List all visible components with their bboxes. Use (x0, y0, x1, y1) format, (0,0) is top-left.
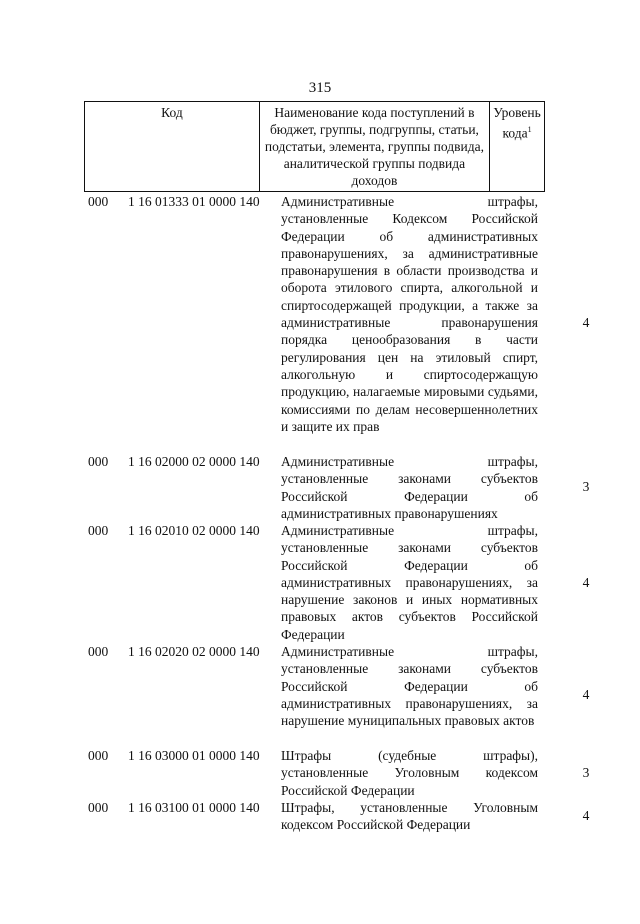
table-body (84, 193, 590, 834)
page-number: 315 (308, 80, 332, 96)
row-code: 1 16 02010 02 0000 140 (128, 523, 260, 538)
row-code: 1 16 02000 02 0000 140 (128, 454, 260, 469)
table-header (84, 101, 545, 192)
row-prefix: 000 (88, 194, 109, 209)
header-level-cell (490, 102, 545, 192)
row-name: Административные штрафы, установленные законами субъектов Российской Федерации об административных правонарушениях, за нарушение законов и иных нормативных правовых актов субъектов Российской Федерации (281, 523, 538, 642)
row-level: 3 (582, 479, 590, 494)
table-row (84, 193, 590, 453)
table-row (84, 747, 590, 799)
row-code: 1 16 03000 01 0000 140 (128, 748, 260, 763)
row-level: 4 (582, 808, 590, 823)
row-level: 4 (582, 315, 590, 330)
table-row (84, 522, 590, 643)
row-code: 1 16 03100 01 0000 140 (128, 800, 260, 815)
row-level: 3 (582, 765, 590, 780)
row-level: 4 (582, 575, 590, 590)
row-prefix: 000 (88, 800, 109, 815)
row-prefix: 000 (88, 644, 109, 659)
row-prefix: 000 (88, 523, 109, 538)
row-prefix: 000 (88, 748, 109, 763)
row-level: 4 (582, 687, 590, 702)
header-name: Наименование кода поступлений в бюджет, группы, подгруппы, статьи, подстатьи, элемента, группы подвида, аналитической группы подвида доходов (259, 102, 489, 192)
header-level: Уровень кода (493, 105, 541, 141)
row-name: Административные штрафы, установленные законами субъектов Российской Федерации об административных правонарушениях (281, 454, 538, 521)
row-prefix: 000 (88, 454, 109, 469)
row-name: Административные штрафы, установленные Кодексом Российской Федерации об административных правонарушениях, за административные правонарушения в области производства и оборота этилового спирта, алкогольной и спиртосодержащей продукции, а также за административные правонарушения порядка ценообразования в части регулирования цен на этиловый спирт, алкогольную и спиртосодержащую продукцию, налагаемые мировыми судьями, комиссиями по делам несовершеннолетних и защите их прав (281, 194, 538, 434)
row-name: Штрафы (судебные штрафы), установленные Уголовным кодексом Российской Федерации (281, 748, 538, 798)
header-code: Код (85, 102, 260, 192)
row-name: Штрафы, установленные Уголовным кодексом Российской Федерации (281, 800, 538, 833)
table-row (84, 643, 590, 747)
row-code: 1 16 02020 02 0000 140 (128, 644, 260, 659)
row-code: 1 16 01333 01 0000 140 (128, 194, 260, 209)
row-name: Административные штрафы, установленные законами субъектов Российской Федерации об административных правонарушениях, за нарушение муниципальных правовых актов (281, 644, 538, 729)
table-row (84, 453, 590, 522)
footnote-marker: 1 (527, 125, 532, 134)
table-row (84, 799, 590, 834)
